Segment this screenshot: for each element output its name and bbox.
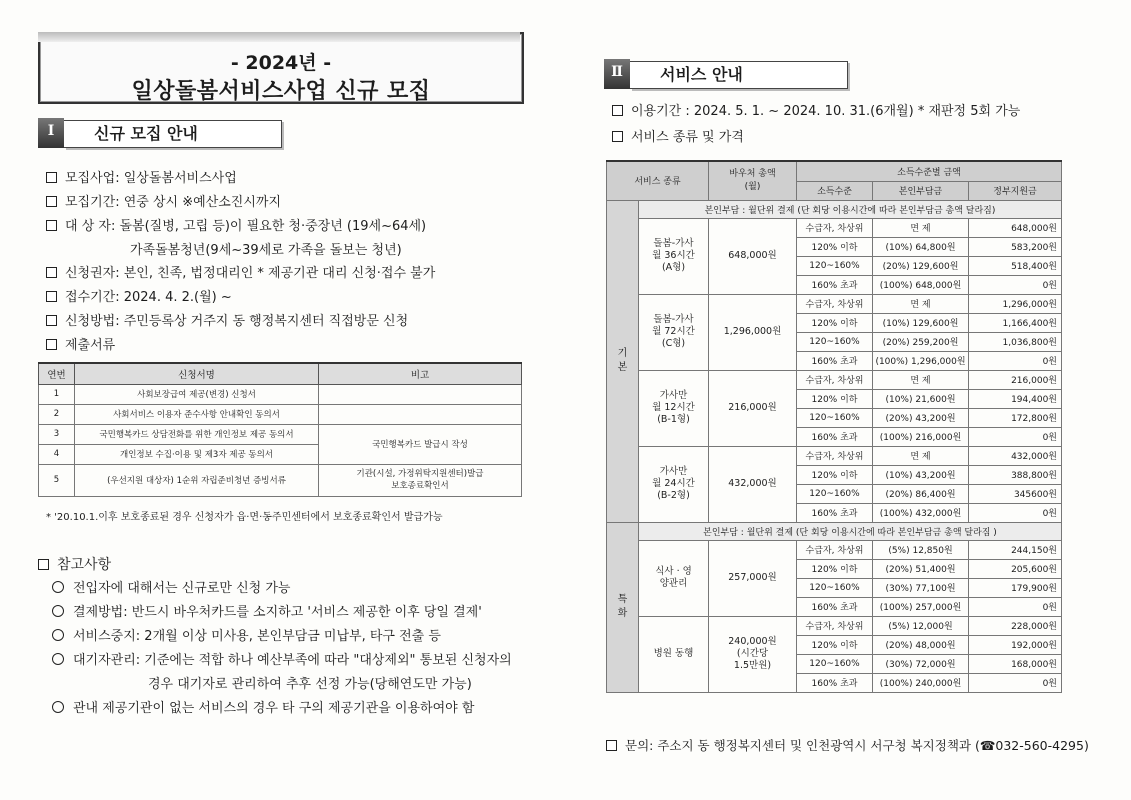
service-types-item: 서비스 종류 및 가격: [612, 129, 744, 147]
section1-number: Ⅰ: [38, 118, 64, 148]
service-name: 가사만 월 24시간 (B-2형): [639, 446, 709, 522]
self-payment: (20%) 129,600원: [873, 256, 969, 275]
checkbox-icon: [46, 339, 57, 350]
service-name: 돌봄-가사 월 36시간 (A형): [639, 218, 709, 294]
payment-note: 본인부담 : 월단위 결제 (단 회당 이용시간에 따라 본인부담금 총액 달라짐 ): [639, 522, 1062, 540]
income-level: 120~160%: [797, 408, 873, 427]
voucher-total: 432,000원: [709, 446, 797, 522]
self-payment: (10%) 64,800원: [873, 237, 969, 256]
service-name: 가사만 월 12시간 (B-1형): [639, 370, 709, 446]
note-item: 서비스중지: 2개월 이상 미사용, 본인부담금 미납부, 타구 전출 등: [52, 628, 441, 646]
income-level: 수급자, 차상위: [797, 616, 873, 635]
income-level: 수급자, 차상위: [797, 218, 873, 237]
self-payment: (20%) 259,200원: [873, 332, 969, 351]
gov-support: 179,900원: [969, 578, 1062, 597]
category-label: 특 화: [607, 522, 639, 692]
col-header-gov: 정부지원금: [969, 181, 1062, 200]
income-level: 120~160%: [797, 578, 873, 597]
gov-support: 1,296,000원: [969, 294, 1062, 313]
table-row: 1 사회보장급여 제공(변경) 신청서: [39, 384, 522, 404]
documents-table: [38, 362, 522, 497]
note-item: 대기자관리: 기준에는 적합 하나 예산부족에 따라 "대상제외" 통보된 신청자의: [52, 652, 512, 670]
payment-note: 본인부담 : 월단위 결제 (단 회당 이용시간에 따라 본인부담금 총액 달라짐): [639, 200, 1062, 218]
col-header-self: 본인부담금: [873, 181, 969, 200]
income-level: 120% 이하: [797, 635, 873, 654]
note-cell: 기관(시설, 가정위탁지원센터)발급 보호종료확인서: [319, 464, 522, 496]
income-level: 120~160%: [797, 256, 873, 275]
gov-support: 244,150원: [969, 540, 1062, 559]
income-level: 160% 초과: [797, 673, 873, 692]
circle-bullet-icon: [52, 581, 64, 593]
col-header-type: 서비스 종류: [607, 161, 709, 200]
income-level: 120% 이하: [797, 237, 873, 256]
section1-header: [38, 118, 282, 150]
col-header-total: 바우처 총액 (월): [709, 161, 797, 200]
gov-support: 648,000원: [969, 218, 1062, 237]
income-level: 120% 이하: [797, 389, 873, 408]
checkbox-icon: [612, 131, 623, 142]
gov-support: 0원: [969, 351, 1062, 370]
gov-support: 0원: [969, 275, 1062, 294]
gov-support: 1,036,800원: [969, 332, 1062, 351]
voucher-total: 257,000원: [709, 540, 797, 616]
section1-title: 신규 모집 안내: [64, 120, 282, 148]
col-header-note: 비고: [319, 363, 522, 384]
self-payment: 면 제: [873, 370, 969, 389]
service-price-table: [606, 160, 1062, 693]
income-level: 120% 이하: [797, 313, 873, 332]
table-row: [607, 446, 1062, 465]
self-payment: 면 제: [873, 294, 969, 313]
circle-bullet-icon: [52, 701, 64, 713]
recruit-item: 접수기간: 2024. 4. 2.(월) ~: [46, 289, 232, 307]
self-payment: 면 제: [873, 446, 969, 465]
income-level: 160% 초과: [797, 275, 873, 294]
self-payment: (100%) 1,296,000원: [873, 351, 969, 370]
table-row: 3 국민행복카드 상담전화를 위한 개인정보 제공 동의서 국민행복카드 발급시 작성: [39, 424, 522, 444]
recruit-item: 신청방법: 주민등록상 거주지 동 행정복지센터 직접방문 신청: [46, 313, 408, 331]
gov-support: 205,600원: [969, 559, 1062, 578]
footnote: * '20.10.1.이후 보호종료된 경우 신청자가 읍·면·동주민센터에서 보호종료확인서 발급가능: [46, 512, 443, 523]
self-payment: (10%) 21,600원: [873, 389, 969, 408]
table-row: 2 사회서비스 이용자 준수사항 안내확인 동의서: [39, 404, 522, 424]
note-cell: 국민행복카드 발급시 작성: [319, 424, 522, 464]
income-level: 160% 초과: [797, 427, 873, 446]
self-payment: (10%) 129,600원: [873, 313, 969, 332]
gov-support: 345600원: [969, 484, 1062, 503]
notes-title: 참고사항: [38, 556, 111, 574]
checkbox-icon: [46, 267, 57, 278]
table-row: [607, 294, 1062, 313]
gov-support: 216,000원: [969, 370, 1062, 389]
checkbox-icon: [606, 740, 617, 751]
checkbox-icon: [38, 559, 49, 570]
self-payment: (100%) 240,000원: [873, 673, 969, 692]
checkbox-icon: [46, 220, 57, 231]
self-payment: (100%) 432,000원: [873, 503, 969, 522]
col-header-form: 신청서명: [75, 363, 319, 384]
self-payment: (20%) 51,400원: [873, 559, 969, 578]
note-item: 결제방법: 반드시 바우처카드를 소지하고 '서비스 제공한 이후 당일 결제': [52, 604, 482, 622]
gov-support: 194,400원: [969, 389, 1062, 408]
title-year: - 2024년 -: [230, 52, 332, 74]
self-payment: (5%) 12,850원: [873, 540, 969, 559]
recruit-item: 모집사업: 일상돌봄서비스사업: [46, 170, 237, 188]
gov-support: 228,000원: [969, 616, 1062, 635]
service-name: 병원 동행: [639, 616, 709, 692]
checkbox-icon: [612, 105, 623, 116]
band-row: [607, 522, 1062, 540]
gov-support: 168,000원: [969, 654, 1062, 673]
gov-support: 192,000원: [969, 635, 1062, 654]
recruit-item-continued: 가족돌봄청년(9세~39세로 가족을 돌보는 청년): [130, 243, 402, 258]
self-payment: 면 제: [873, 218, 969, 237]
section2-header: [604, 59, 848, 91]
table-row: [607, 370, 1062, 389]
col-header-level: 소득수준: [797, 181, 873, 200]
gov-support: 0원: [969, 427, 1062, 446]
circle-bullet-icon: [52, 629, 64, 641]
self-payment: (30%) 77,100원: [873, 578, 969, 597]
col-header-income: 소득수준별 금액: [797, 161, 1062, 181]
voucher-total: 1,296,000원: [709, 294, 797, 370]
checkbox-icon: [46, 315, 57, 326]
service-name: 돌봄-가사 월 72시간 (C형): [639, 294, 709, 370]
circle-bullet-icon: [52, 653, 64, 665]
col-header-no: 연번: [39, 363, 75, 384]
band-row: [607, 200, 1062, 218]
section2-title: 서비스 안내: [630, 61, 848, 89]
period-item: 이용기간 : 2024. 5. 1. ~ 2024. 10. 31.(6개월) * 재판정 5회 가능: [612, 103, 1020, 121]
income-level: 120~160%: [797, 332, 873, 351]
recruit-item: 대 상 자: 돌봄(질병, 고립 등)이 필요한 청·중장년 (19세~64세): [46, 218, 426, 236]
title-box: [38, 32, 524, 104]
section2-number: Ⅱ: [604, 59, 630, 89]
income-level: 수급자, 차상위: [797, 446, 873, 465]
self-payment: (5%) 12,000원: [873, 616, 969, 635]
note-item: 관내 제공기관이 없는 서비스의 경우 타 구의 제공기관을 이용하여야 함: [52, 700, 474, 718]
checkbox-icon: [46, 291, 57, 302]
self-payment: (20%) 43,200원: [873, 408, 969, 427]
voucher-total: 648,000원: [709, 218, 797, 294]
income-level: 수급자, 차상위: [797, 540, 873, 559]
table-row: 5 (우선지원 대상자) 1순위 자립준비청년 증빙서류 기관(시설, 가정위탁지원센터)발급 보호종료확인서: [39, 464, 522, 496]
gov-support: 518,400원: [969, 256, 1062, 275]
self-payment: (10%) 43,200원: [873, 465, 969, 484]
note-item: 전입자에 대해서는 신규로만 신청 가능: [52, 580, 290, 598]
gov-support: 0원: [969, 597, 1062, 616]
self-payment: (100%) 216,000원: [873, 427, 969, 446]
gov-support: 583,200원: [969, 237, 1062, 256]
table-row: [607, 540, 1062, 559]
table-row: [607, 218, 1062, 237]
income-level: 160% 초과: [797, 503, 873, 522]
checkbox-icon: [46, 196, 57, 207]
checkbox-icon: [46, 172, 57, 183]
self-payment: (100%) 648,000원: [873, 275, 969, 294]
recruit-item: 제출서류: [46, 337, 115, 355]
gov-support: 432,000원: [969, 446, 1062, 465]
recruit-item: 신청권자: 본인, 친족, 법정대리인 * 제공기관 대리 신청·접수 불가: [46, 265, 435, 283]
table-row: [607, 616, 1062, 635]
gov-support: 1,166,400원: [969, 313, 1062, 332]
table-row: 4 개인정보 수집·이용 및 제3자 제공 동의서: [39, 444, 522, 464]
self-payment: (100%) 257,000원: [873, 597, 969, 616]
page-title: 일상돌봄서비스사업 신규 모집: [131, 79, 431, 104]
income-level: 120~160%: [797, 484, 873, 503]
income-level: 수급자, 차상위: [797, 294, 873, 313]
self-payment: (30%) 72,000원: [873, 654, 969, 673]
income-level: 160% 초과: [797, 597, 873, 616]
income-level: 160% 초과: [797, 351, 873, 370]
circle-bullet-icon: [52, 605, 64, 617]
recruit-item: 모집기간: 연중 상시 ※예산소진시까지: [46, 194, 281, 212]
service-name: 식사 · 영 양관리: [639, 540, 709, 616]
gov-support: 0원: [969, 673, 1062, 692]
income-level: 수급자, 차상위: [797, 370, 873, 389]
income-level: 120% 이하: [797, 559, 873, 578]
gov-support: 388,800원: [969, 465, 1062, 484]
category-label: 기 본: [607, 200, 639, 522]
note-item-continued: 경우 대기자로 관리하여 추후 선정 가능(당해연도만 가능): [148, 677, 472, 692]
voucher-total: 216,000원: [709, 370, 797, 446]
self-payment: (20%) 48,000원: [873, 635, 969, 654]
income-level: 120% 이하: [797, 465, 873, 484]
voucher-total: 240,000원 (시간당 1.5만원): [709, 616, 797, 692]
income-level: 120~160%: [797, 654, 873, 673]
gov-support: 0원: [969, 503, 1062, 522]
self-payment: (20%) 86,400원: [873, 484, 969, 503]
contact-line: 문의: 주소지 동 행정복지센터 및 인천광역시 서구청 복지정책과 (☎032-560-4295): [606, 737, 1089, 755]
gov-support: 172,800원: [969, 408, 1062, 427]
